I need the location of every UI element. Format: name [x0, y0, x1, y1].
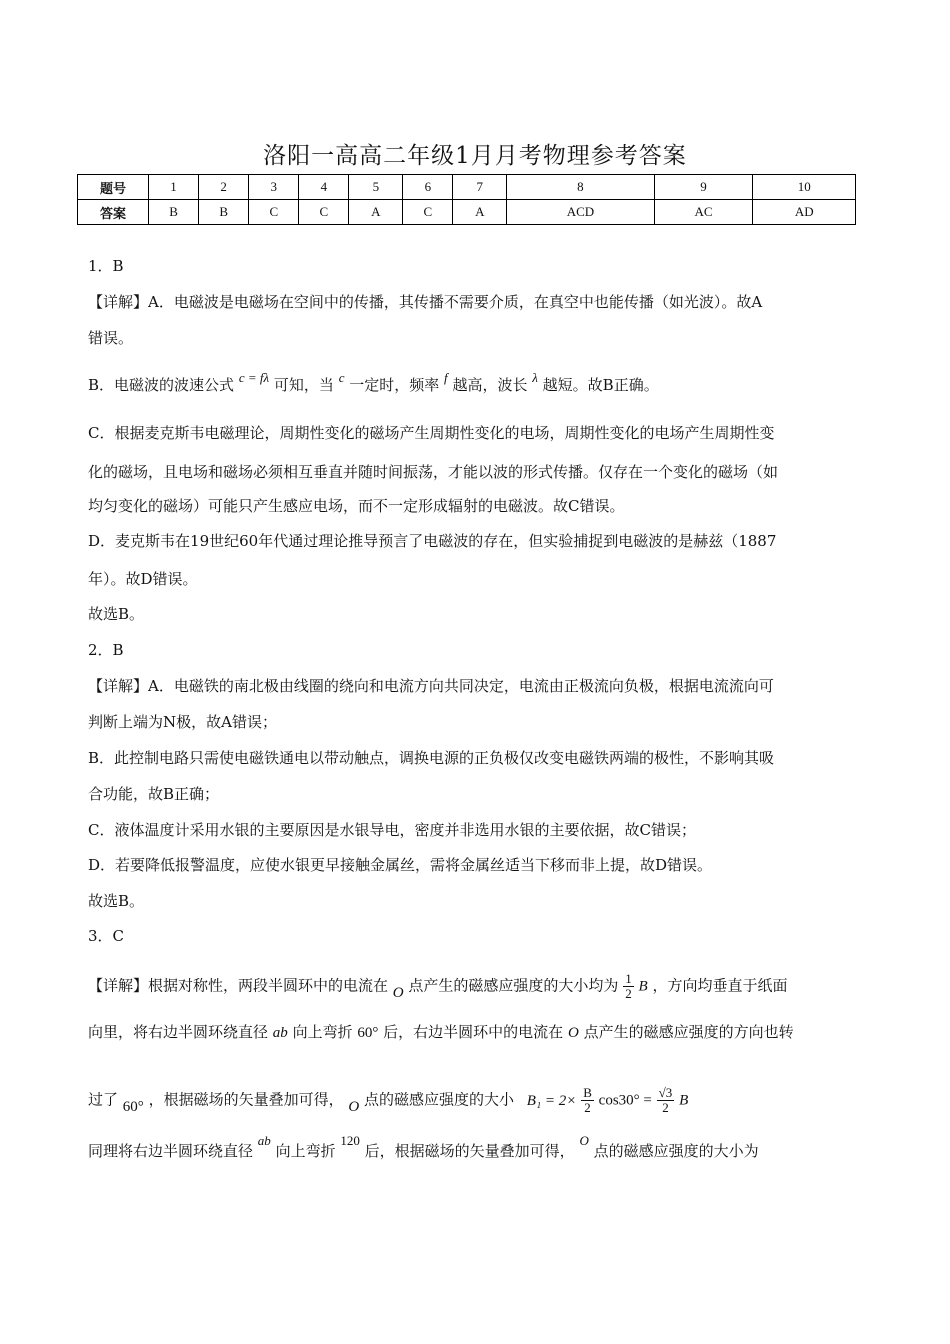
q3-symbol-ab: ab: [257, 1133, 271, 1148]
q3-formula-cos: cos30° =: [598, 1092, 652, 1109]
table-cell: AC: [654, 200, 753, 225]
q3-line4: [88, 1133, 759, 1162]
q2-option-b-line1: B．此控制电路只需使电磁铁通电以带动触点，调换电源的正负极仅改变电磁铁两端的极性，不影响其吸: [88, 749, 775, 767]
table-cell: 8: [507, 175, 654, 200]
table-cell: 1: [149, 175, 199, 200]
q3-line1: [88, 972, 787, 1001]
q1-option-b: [88, 370, 659, 396]
q3-symbol-o: O: [348, 1098, 360, 1115]
fraction-denominator: 2: [584, 1100, 591, 1115]
q1-b-text: B．电磁波的波速公式: [88, 376, 235, 394]
q3-text: ，方向均垂直于纸面: [652, 976, 788, 995]
q2-heading: 2．B: [88, 641, 124, 659]
table-cell: 9: [654, 175, 753, 200]
q3-fraction-half: [623, 972, 634, 1001]
table-header-number: 题号: [78, 175, 149, 200]
q3-symbol-b: B: [638, 978, 648, 995]
q3-symbol-o: O: [392, 984, 404, 1001]
table-cell: A: [349, 200, 403, 225]
q2-option-c: C．液体温度计采用水银的主要原因是水银导电，密度并非选用水银的主要依据，故C错误；: [88, 821, 696, 839]
table-cell: A: [453, 200, 507, 225]
q2-option-a-line2: 判断上端为N极，故A错误；: [88, 713, 277, 731]
q3-line3: [88, 1086, 688, 1115]
q1-b-symbol-lambda: λ: [532, 370, 538, 385]
table-cell: 10: [753, 175, 856, 200]
q3-text: ，根据磁场的矢量叠加可得，: [148, 1090, 344, 1109]
q3-text: 后，根据磁场的矢量叠加可得，: [364, 1142, 575, 1160]
fraction-denominator: 2: [625, 986, 632, 1001]
table-cell: C: [299, 200, 349, 225]
q1-b-text: 越高，波长: [452, 376, 528, 394]
q1-option-d-line1: D．麦克斯韦在19世纪60年代通过理论推导预言了电磁波的存在，但实验捕捉到电磁波的是赫兹（1887: [88, 532, 777, 550]
q3-text: 向上弯折: [292, 1023, 353, 1041]
q3-formula-b1: B₁ = 2×: [526, 1092, 577, 1109]
q3-text: 【详解】根据对称性，两段半圆环中的电流在: [88, 976, 389, 995]
q1-b-text: 越短。故B正确。: [542, 376, 659, 394]
q3-symbol-b: B: [679, 1092, 689, 1109]
q1-option-a-line1: 【详解】A．电磁波是电磁场在空间中的传播，其传播不需要介质，在真空中也能传播（如光波）。故A: [88, 293, 763, 311]
q3-text: 点产生的磁感应强度的大小均为: [408, 976, 619, 995]
q3-text: 点的磁感应强度的大小: [364, 1090, 515, 1109]
q3-symbol-o: O: [567, 1025, 579, 1041]
q3-text: 后，右边半圆环中的电流在: [383, 1023, 564, 1041]
q1-option-c-line1: C．根据麦克斯韦电磁理论，周期性变化的磁场产生周期性变化的电场，周期性变化的电场产生周期性变: [88, 424, 775, 442]
table-header-answer: 答案: [78, 200, 149, 225]
q3-text: 同理将右边半圆环绕直径: [88, 1142, 254, 1160]
q1-b-formula: c = fλ: [238, 370, 270, 385]
q1-option-d-line2: 年）。故D错误。: [88, 570, 198, 588]
q3-text: 向上弯折: [275, 1142, 336, 1160]
table-cell: 2: [199, 175, 249, 200]
table-cell: 5: [349, 175, 403, 200]
table-cell: AD: [753, 200, 856, 225]
q3-text: 向里，将右边半圆环绕直径: [88, 1023, 269, 1041]
q3-symbol-o: O: [579, 1133, 589, 1148]
table-cell: ACD: [507, 200, 654, 225]
table-row-answers: [78, 200, 856, 225]
q1-heading: 1．B: [88, 257, 124, 275]
q1-option-c-line3: 均匀变化的磁场）可能只产生感应电场，而不一定形成辐射的电磁波。故C错误。: [88, 497, 625, 515]
table-cell: B: [199, 200, 249, 225]
fraction-denominator: 2: [662, 1100, 669, 1115]
q3-fraction-sqrt3-half: [657, 1086, 675, 1115]
table-cell: 6: [403, 175, 453, 200]
q3-line2: [88, 1022, 794, 1043]
table-cell: C: [403, 200, 453, 225]
q1-option-a-line2: 错误。: [88, 329, 134, 347]
table-cell: 7: [453, 175, 507, 200]
q1-option-c-line2: 化的磁场，且电场和磁场必须相互垂直并随时间振荡，才能以波的形式传播。仅存在一个变化的磁场（如: [88, 463, 779, 481]
page-title: 洛阳一高高二年级1月月考物理参考答案: [263, 143, 687, 169]
q2-conclusion: 故选B。: [88, 892, 145, 910]
fraction-numerator: √3: [658, 1085, 673, 1100]
q1-b-text: 一定时，频率: [349, 376, 440, 394]
q3-text: 点产生的磁感应强度的方向也转: [583, 1023, 794, 1041]
q2-option-d: D．若要降低报警温度，应使水银更早接触金属丝，需将金属丝适当下移而非上提，故D错误。: [88, 856, 713, 874]
q3-text: 点的磁感应强度的大小为: [593, 1142, 759, 1160]
table-row-numbers: [78, 175, 856, 200]
q1-b-text: 可知，当: [273, 376, 334, 394]
q1-b-symbol-c: c: [338, 370, 345, 385]
q2-option-a-line1: 【详解】A．电磁铁的南北极由线圈的绕向和电流方向共同决定，电流由正极流向负极，根据电流流向可: [88, 677, 774, 695]
q3-angle: 120: [340, 1133, 360, 1148]
q3-angle: 60°: [357, 1025, 379, 1041]
table-cell: 4: [299, 175, 349, 200]
table-cell: 3: [249, 175, 299, 200]
q3-heading: 3．C: [88, 927, 125, 945]
q2-option-b-line2: 合功能，故B正确；: [88, 785, 220, 803]
q1-conclusion: 故选B。: [88, 605, 145, 623]
table-cell: C: [249, 200, 299, 225]
fraction-numerator: B: [583, 1085, 592, 1100]
answer-table: [77, 174, 856, 225]
table-cell: B: [149, 200, 199, 225]
q3-symbol-ab: ab: [272, 1025, 288, 1041]
fraction-numerator: 1: [625, 971, 632, 986]
q1-b-symbol-f: f: [444, 370, 448, 385]
q3-text: 过了: [88, 1090, 119, 1109]
q3-fraction-b-half: [581, 1086, 594, 1115]
q3-angle: 60°: [122, 1098, 144, 1115]
